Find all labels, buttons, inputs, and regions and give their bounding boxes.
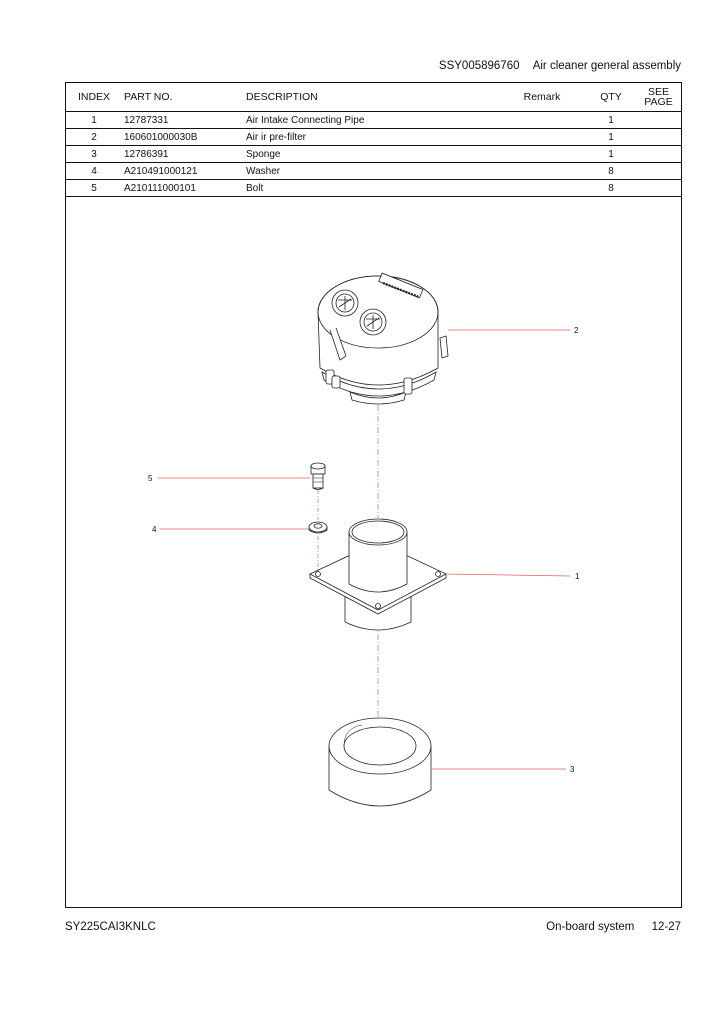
- row-index: 2: [66, 129, 122, 146]
- callout-5: 5: [148, 474, 153, 483]
- row-index: 5: [66, 180, 122, 197]
- footer-section-page: [546, 921, 681, 933]
- sponge-drawing: [329, 718, 431, 806]
- row-part-no: A210111000101: [122, 180, 244, 197]
- callout-1: 1: [575, 572, 580, 581]
- pre-filter-drawing: [318, 273, 448, 404]
- doc-number: SSY005896760: [438, 60, 520, 72]
- row-description: Air ir pre-filter: [244, 129, 498, 146]
- doc-title: Air cleaner general assembly: [532, 60, 681, 72]
- washer-drawing: [309, 522, 327, 533]
- intake-pipe-drawing: [310, 519, 446, 630]
- row-qty: 8: [586, 163, 636, 180]
- footer-section: On-board system: [546, 921, 635, 933]
- row-index: 1: [66, 112, 122, 129]
- header-index: INDEX: [66, 83, 122, 112]
- row-part-no: 160601000030B: [122, 129, 244, 146]
- row-description: Washer: [244, 163, 498, 180]
- row-description: Sponge: [244, 146, 498, 163]
- header-part-no: PART NO.: [122, 83, 244, 112]
- row-qty: 1: [586, 112, 636, 129]
- row-part-no: A210491000121: [122, 163, 244, 180]
- header-see-line2: PAGE: [644, 96, 673, 108]
- header-qty: QTY: [586, 83, 636, 112]
- row-description: Bolt: [244, 180, 498, 197]
- row-qty: 8: [586, 180, 636, 197]
- row-part-no: 12787331: [122, 112, 244, 129]
- header-see-line1: SEE: [647, 86, 669, 98]
- row-description: Air Intake Connecting Pipe: [244, 112, 498, 129]
- row-qty: 1: [586, 146, 636, 163]
- header-description: DESCRIPTION: [244, 83, 498, 112]
- row-index: 3: [66, 146, 122, 163]
- row-part-no: 12786391: [122, 146, 244, 163]
- callout-4: 4: [152, 525, 157, 534]
- row-qty: 1: [586, 129, 636, 146]
- callout-3: 3: [570, 765, 575, 774]
- footer-page-number: 12-27: [651, 921, 681, 933]
- row-index: 4: [66, 163, 122, 180]
- callout-2: 2: [574, 326, 579, 335]
- bolt-drawing: [311, 463, 325, 490]
- header-remark: Remark: [498, 83, 586, 112]
- footer-model: SY225CAI3KNLC: [65, 921, 156, 933]
- leader-line-1: [446, 574, 570, 576]
